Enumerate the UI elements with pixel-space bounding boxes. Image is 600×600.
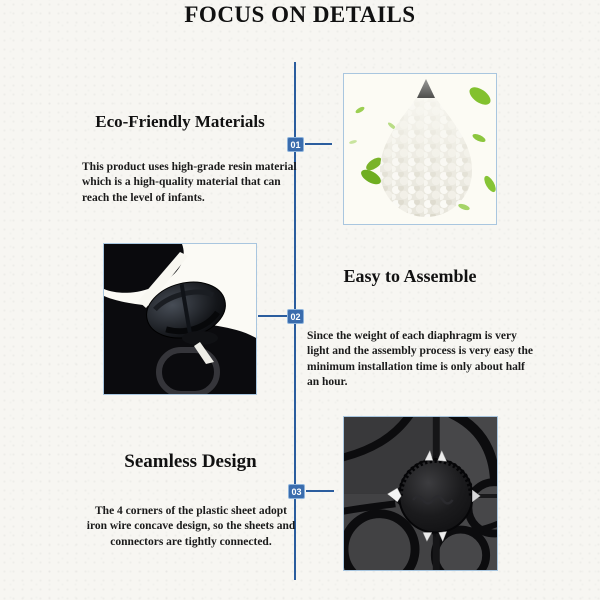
step-number: 01	[290, 139, 301, 150]
connector-line-02	[258, 315, 287, 317]
section-heading-seamless: Seamless Design	[124, 451, 257, 472]
section-heading-eco-friendly: Eco-Friendly Materials	[95, 112, 265, 131]
water-drop-illustration	[344, 74, 496, 224]
assembled-corner-illustration	[344, 417, 497, 570]
photo-assembled-corner	[343, 416, 498, 571]
step-badge-02	[287, 309, 304, 324]
step-badge-01	[287, 137, 304, 152]
section-body-easy-assemble: Since the weight of each diaphragm is very light and the assembly process is very easy the minimum installation time is only about half an hour.	[307, 330, 533, 389]
section-heading-easy-assemble: Easy to Assemble	[343, 266, 477, 286]
connector-line-03	[306, 490, 334, 492]
photo-connector-closeup	[103, 243, 257, 395]
step-number: 02	[290, 311, 301, 322]
connector-line-01	[305, 143, 332, 145]
step-number: 03	[291, 486, 302, 497]
section-body-eco-friendly: This product uses high-grade resin material which is a high-quality material that can reach the level of infants.	[82, 161, 297, 204]
step-badge-03	[288, 484, 305, 499]
section-body-seamless: The 4 corners of the plastic sheet adopt iron wire concave design, so the sheets and connectors are tightly connected.	[86, 505, 296, 548]
page-title: FOCUS ON DETAILS	[184, 2, 416, 27]
photo-resin-pellets-drop	[343, 73, 497, 225]
connector-closeup-illustration	[104, 244, 256, 394]
